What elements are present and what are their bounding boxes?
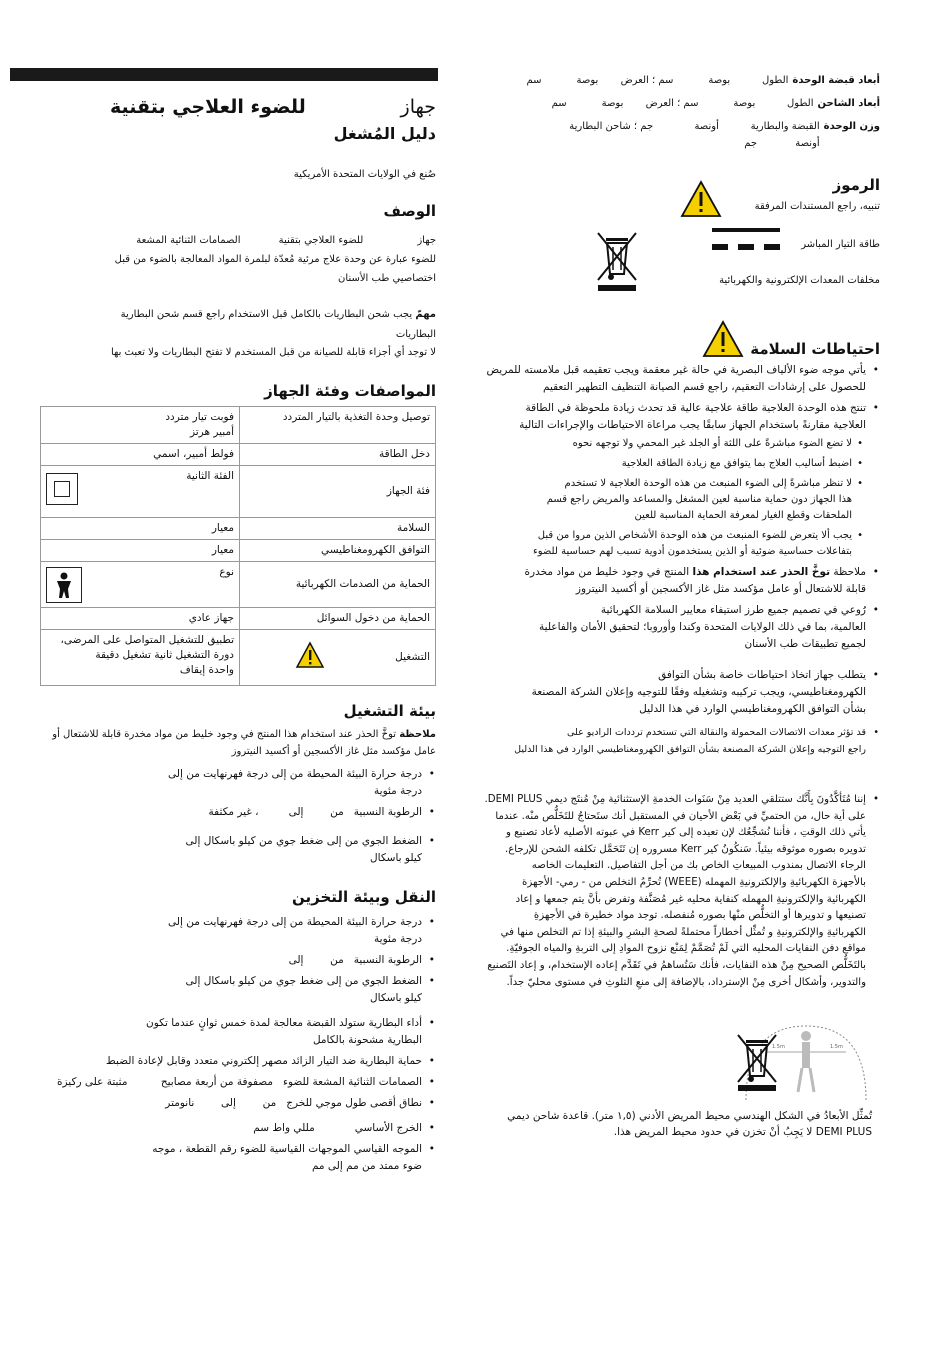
page-title: للضوء العلاجي بتقنية <box>110 96 306 118</box>
spec-label: السلامة <box>240 518 436 540</box>
spec-value: جهاز عادي <box>41 608 240 630</box>
spec-value: معيار <box>41 540 240 562</box>
list-item <box>486 564 866 598</box>
important-cont: البطاريات <box>395 329 436 340</box>
operation-note-text: توخَّ الحذر عند استخدام هذا المنتج في وجود خليط من مواد مخدرة قابلة للاشتعال أو عامل مؤكسد مثل غاز الأكسجين أو أكسيد النيتروز <box>52 729 436 757</box>
caution-icon <box>680 180 722 222</box>
recycle-paragraph <box>456 792 880 995</box>
patient-environment-diagram <box>726 1022 886 1102</box>
list-item: • الخرج الأساسي مللي واط سم <box>40 1120 422 1137</box>
operation-note <box>40 726 436 760</box>
list-item-text: تنتج هذه الوحدة العلاجية طاقة علاجية عالية قد تحدث زيادة ملحوظة في الطاقة العلاجية مقارنةً باستخدام الجهاز سابقًا يجب مراعاة الاحتياطات والإجراءات التالية <box>519 402 866 431</box>
list-item: • إننا مُتَأكَّدُونَ بِأَنَّك ستتلقي العديد مِنْ سَنَوات الخدمةِ الإستثنائية مِنْ مُنتَج ديمي DEMI PLUS. على أية حال، من الحتميِّ في بَعْض الأحيان في المستقبل أنك ستَحتاجُ للتَخَلُّص منْه. عندما يأتي ذلك الوقتِ ، فأننا نُشجِّعُك لإن تعيده إلى كير Kerr في عبوته الأصليه لأعاد تصنيع و تدويره بصوره موثوقه بيئياً. سَنكُونُ كير Kerr مسروره إن تَتَحَمَّل تكلفه الشحن للإرجاع. الرجاء الاتصال بمندوب المبيعاتِ الخاص بك من أجل التفاصيل. التعليمات الخاصه بالأجهزة الكهربائيةِ والإلكترونيةِ المهمله (WEEE) تُحرِّمُ التخلص من - رمي- الأجهزة الكهربائية والإلكترونيةِ المهمله كنفاية محليه غير مُصَنَّفة وتفرض بأنَّ يتم جمعها و إعاد تصنيعها و تدويرها أو التخلُّص منْها بصوره مُنفصله. توجد مواد خطيرة في الأجهزةِ الكهربائيةِ والإلكترونيةِ و تُمثِّل أخطاراً محتملةً لصحةِ البشرِ والبيئةِ إذا تم التخلص منها في مواقع دفن النفايات المحليه التي لَمْ تُصَمَّمْ لِمَنْع نزوح الموادِ إلى التربةِ والمياه الجوفيّةِ. بالتَخَلُّص الصحيح مِنْ هذه النفايات، فأنك سَتُساهمُ في تَقَدَّم إعاده الإستخدام، و إعاد التَصنيع والتدوير، وأشكال أخرى مِنْ الإسترداد، بالإضافة إلى منعِ التلوثِ في مستوى محليّ جداً. <box>456 792 866 991</box>
list-item: • الضغط الجوي من إلى ضغط جوي من كيلو باسكال إلى كيلو باسكال <box>40 833 422 867</box>
important-text: يجب شحن البطاريات بالكامل قبل الاستخدام راجع قسم شحن البطارية <box>120 309 413 320</box>
operation-env-heading: بيئة التشغيل <box>343 702 436 720</box>
dc-current-icon <box>710 226 782 258</box>
dimension-right-label: 1.5m <box>830 1044 843 1050</box>
symbols-heading: الرموز <box>832 176 880 194</box>
dimension-value: القبضة والبطارية أونصة جم ؛ شاحن البطارية أونصة جم <box>569 121 820 149</box>
dimension-value: الطول بوصة سم ؛ العرض بوصة سم <box>551 98 814 109</box>
list-item: • نطاق أقصى طول موجي للخرج من إلى نانومتر <box>40 1095 422 1112</box>
dimensions-block <box>486 72 880 152</box>
spec-value <box>41 466 240 518</box>
list-item: • حماية البطارية ضد التيار الزائد مصهر إلكتروني متعدد وقابل لإعادة الضبط <box>40 1053 422 1070</box>
dimension-row <box>486 95 880 112</box>
important-label: مهمّ <box>415 309 436 320</box>
made-in: صُنع في الولايات المتحدة الأمريكية <box>293 169 436 180</box>
spec-value-text: الفئة الثانية <box>186 470 234 482</box>
transport-env-heading: النقل وبيئة التخزين <box>292 888 436 906</box>
type-b-applied-part-icon <box>46 567 82 603</box>
table-row <box>41 630 436 686</box>
list-item: • يأتي موجه ضوء الألياف البصرية في حالة غير معقمة ويجب تعقيمه قبل ملامسته للمريض للحصول على إرشادات التعقيم، راجع قسم الصيانة التنظيف التطهير التعقيم <box>486 362 866 396</box>
spec-label-text: الحماية من الصدمات الكهربائية <box>295 578 430 590</box>
class-ii-icon <box>46 473 78 505</box>
list-item: • الموجه القياسي الموجهات القياسية للضوء رقم القطعة ، موجه ضوء ممتد من مم إلى مم <box>40 1141 422 1175</box>
specs-table <box>40 406 436 686</box>
diagram-caption: تُمثِّل الأبعادُ في الشكل الهندسي محيط المريض الأدني (١,٥ متر). قاعدة شاحن ديمي DEMI PLUS لا يَجِبُ أنْ تخزن في حدود محيط المريض هذا. <box>507 1110 872 1138</box>
list-item: • أداء البطارية ستولد القبضة معالجة لمدة خمس ثوانٍ عندما تكون البطارية مشحونة بالكامل <box>40 1015 422 1049</box>
list-item: • الرطوبة النسبية من إلى <box>40 952 422 969</box>
weee-bin-icon <box>736 1032 778 1096</box>
description-line-3: اختصاصيي طب الأسنان <box>338 273 436 284</box>
table-row <box>41 562 436 608</box>
dimension-left-label: 1.5m <box>772 1044 785 1050</box>
spec-value <box>41 562 240 608</box>
table-row <box>41 608 436 630</box>
description-heading: الوصف <box>383 202 436 220</box>
description-line-2: للضوء عبارة عن وحدة علاج مرئية مُعدّة لبلمرة المواد المعالجة بالضوء من قبل <box>114 254 436 265</box>
dimension-label: أبعاد قبضة الوحدة <box>792 75 880 86</box>
operation-env-list <box>40 766 436 871</box>
specs-heading: المواصفات وفئة الجهاز <box>264 382 436 400</box>
list-item: • الضغط الجوي من إلى ضغط جوي من كيلو باسكال إلى كيلو باسكال <box>40 973 422 1007</box>
spec-value: تطبيق للتشغيل المتواصل على المرضى، دورة التشغيل ثانية تشغيل دقيقة واحدة إيقاف <box>41 630 240 686</box>
table-row <box>41 466 436 518</box>
caution-icon <box>702 320 744 362</box>
safety-heading: احتياطات السلامة <box>750 340 880 358</box>
spec-label-text: التشغيل <box>395 651 430 663</box>
list-item: • رُوعي في تصميم جميع طرز استيفاء معايير السلامة الكهربائية العالمية، بما في ذلك الولايات المتحدة وكندا وأوروبا؛ لتحقيق الأمان والفاعلية لجميع تطبيقات طب الأسنان <box>486 602 866 653</box>
list-item: • درجة حرارة البيئة المحيطة من إلى درجة فهرنهايت من إلى درجة مئوية <box>40 766 422 800</box>
list-item: • يجب ألا يتعرض للضوء المنبعث من هذه الوحدة الأشخاص الذين مروا من قبل بتفاعلات حساسية ضوئية أو الذين يستخدمون أدوية تسبب لهم حساسية للضوء <box>486 528 852 560</box>
dimension-label: وزن الوحدة <box>823 121 880 132</box>
description-line-1: جهاز للضوء العلاجي بتقنية الصمامات الثنائية المشعة <box>136 235 436 246</box>
list-item: • درجة حرارة البيئة المحيطة من إلى درجة فهرنهايت من إلى درجة مئوية <box>40 914 422 948</box>
title-word: جهاز <box>400 96 436 118</box>
spec-label: الحماية من دخول السوائل <box>240 608 436 630</box>
table-row <box>41 518 436 540</box>
safety-bullets <box>486 362 880 758</box>
spec-label <box>240 466 436 518</box>
title-block <box>110 96 436 118</box>
spec-value: فولط أمبير، اسمي <box>41 444 240 466</box>
spec-label-text: فئة الجهاز <box>386 485 430 497</box>
transport-env-list <box>40 914 436 1179</box>
symbol-weee-text: مخلفات المعدات الإلكترونية والكهربائية <box>719 275 880 286</box>
safety-subitems <box>486 436 866 560</box>
spec-value-text: نوع <box>219 566 234 578</box>
table-row <box>41 540 436 562</box>
note-text: المنتج في وجود خليط من مواد مخدرة قابلة للاشتعال أو عامل مؤكسد مثل غاز الأكسجين أو أكسيد النيتروز <box>524 566 866 595</box>
note-label: ملاحظة <box>833 566 866 578</box>
list-item: • اضبط أساليب العلاج بما يتوافق مع زيادة الطاقة العلاجية <box>486 456 852 472</box>
list-item: • قد تؤثر معدات الاتصالات المحمولة والنقالة التي تستخدم ترددات الراديو على راجع التوجيه وإعلان الشركة المصنعة بشأن التوافق الكهرومغناطيسي الوارد في هذا الدليل <box>486 724 866 758</box>
list-item: • الصمامات الثنائية المشعة للضوء مصفوفة من أربعة مصابيح مثبتة على ركيزة <box>40 1074 422 1091</box>
operation-note-label: ملاحظة <box>399 729 436 740</box>
list-item: • لا تضع الضوء مباشرةً على اللثة أو الجلد غير المحمي ولا توجهه نحوه <box>486 436 852 452</box>
spec-value: معيار <box>41 518 240 540</box>
dimension-row <box>486 118 880 152</box>
safety-list <box>486 362 880 762</box>
symbol-dc-text: طاقة التيار المباشر <box>801 239 880 250</box>
list-item: • الرطوبة النسبية من إلى ، غير مكثفة <box>40 804 422 821</box>
note-bold: توخَّ الحذر عند استخدام هذا <box>692 566 831 578</box>
symbol-caution-text: تنبيه، راجع المستندات المرفقة <box>754 201 880 212</box>
page-subtitle: دليل المُشغل <box>333 124 436 143</box>
important-note <box>40 306 436 323</box>
no-serviceable-parts: لا توجد أي أجزاء قابلة للصيانة من قبل المستخدم لا تفتح البطاريات ولا تعبث بها <box>110 347 436 358</box>
header-bar <box>10 68 438 81</box>
dimension-value: الطول بوصة سم ؛ العرض بوصة سم <box>526 75 789 86</box>
table-row <box>41 407 436 444</box>
spec-label: دخل الطاقة <box>240 444 436 466</box>
spec-label <box>240 630 436 686</box>
list-item: • يتطلب جهاز اتخاذ احتياطات خاصة بشأن التوافق الكهرومغناطيسي، ويجب تركيبه وتشغيله وفقًا للتوجيه وإعلان الشركة المصنعة بشأن التوافق الكهرومغناطيسي الوارد في هذا الدليل <box>486 667 866 718</box>
list-item: • لا تنظر مباشرةً إلى الضوء المنبعث من هذه الوحدة العلاجية لا تستخدم هذا الجهاز دون حماية مناسبة لعين المشغل والمساعد والمريض راجع قسم الملحقات وقطع الغيار لمعرفة الحماية المناسبة للعين <box>486 476 852 524</box>
caution-icon <box>295 641 325 674</box>
spec-value: فوبت تيار متردد أمبير هرتز <box>41 407 240 444</box>
spec-label: توصيل وحدة التغذية بالتيار المتردد <box>240 407 436 444</box>
list-item <box>486 400 866 560</box>
spec-label: التوافق الكهرومغناطيسي <box>240 540 436 562</box>
dimension-label: أبعاد الشاحن <box>817 98 880 109</box>
spec-label <box>240 562 436 608</box>
table-row <box>41 444 436 466</box>
dimension-row <box>486 72 880 89</box>
